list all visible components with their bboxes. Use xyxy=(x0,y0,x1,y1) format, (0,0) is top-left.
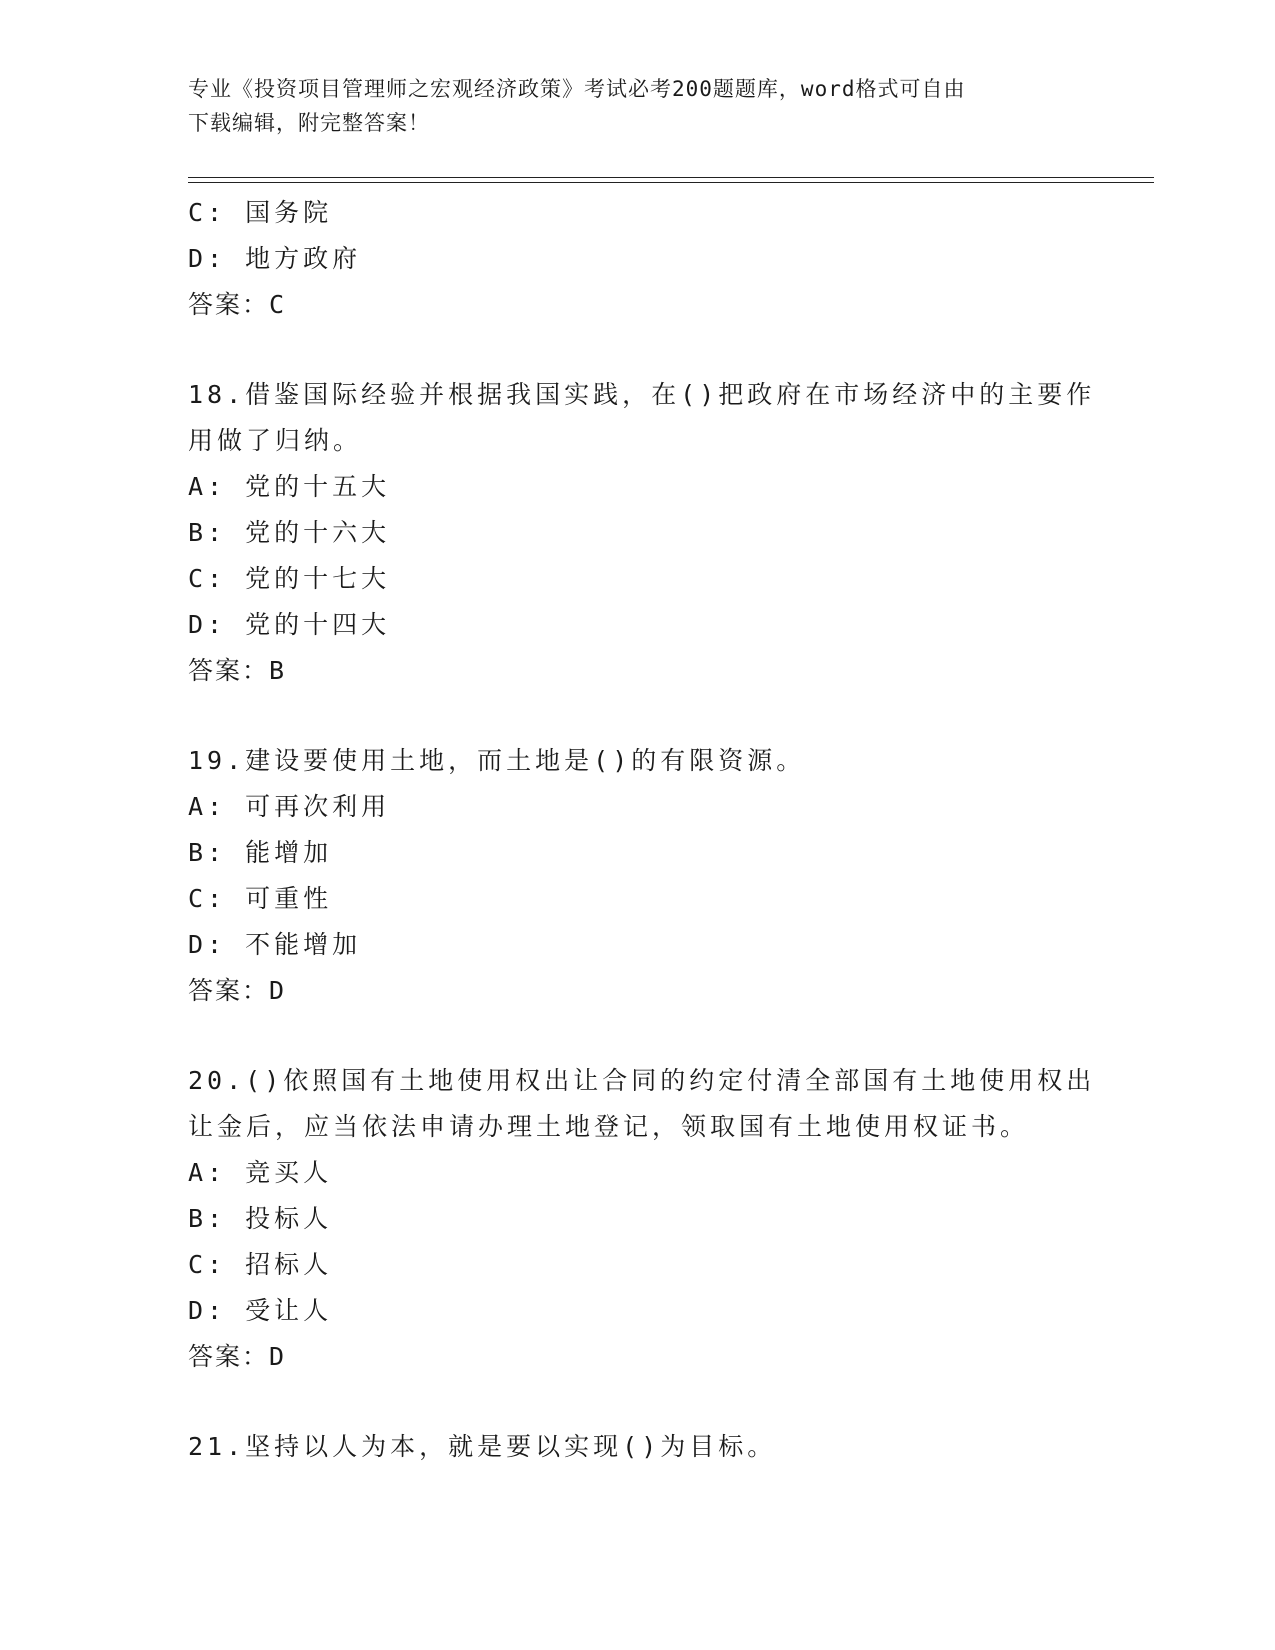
document-header xyxy=(188,72,1088,140)
question-stem: 让金后，应当依法申请办理土地登记，领取国有土地使用权证书。 xyxy=(188,1112,1030,1141)
question-content xyxy=(188,190,1096,1470)
answer-line: 答案：B xyxy=(188,656,287,685)
question-stem: 18.借鉴国际经验并根据我国实践，在()把政府在市场经济中的主要作 xyxy=(188,380,1096,409)
option-line: D: 地方政府 xyxy=(188,244,362,273)
question-18 xyxy=(188,372,1096,694)
header-rule-bottom xyxy=(188,182,1154,183)
option-line: B: 党的十六大 xyxy=(188,518,391,547)
option-line: C: 招标人 xyxy=(188,1250,333,1279)
header-line-1: 专业《投资项目管理师之宏观经济政策》考试必考200题题库，word格式可自由 xyxy=(188,77,966,101)
option-line: C: 党的十七大 xyxy=(188,564,391,593)
option-line: A: 党的十五大 xyxy=(188,472,391,501)
option-line: A: 可再次利用 xyxy=(188,792,391,821)
answer-line: 答案：D xyxy=(188,976,287,1005)
option-line: B: 能增加 xyxy=(188,838,333,867)
header-line-2: 下载编辑，附完整答案！ xyxy=(188,111,430,135)
option-line: C: 可重性 xyxy=(188,884,333,913)
question-stem: 21.坚持以人为本，就是要以实现()为目标。 xyxy=(188,1432,777,1461)
question-stem: 20.()依照国有土地使用权出让合同的约定付清全部国有土地使用权出 xyxy=(188,1066,1096,1095)
option-line: A: 竞买人 xyxy=(188,1158,333,1187)
answer-line: 答案：D xyxy=(188,1342,287,1371)
option-line: D: 受让人 xyxy=(188,1296,333,1325)
question-stem: 19.建设要使用土地，而土地是()的有限资源。 xyxy=(188,746,806,775)
option-line: D: 党的十四大 xyxy=(188,610,391,639)
question-20 xyxy=(188,1058,1096,1380)
question-stem: 用做了归纳。 xyxy=(188,426,363,455)
header-rule-top xyxy=(188,177,1154,178)
option-line: D: 不能增加 xyxy=(188,930,362,959)
option-line: B: 投标人 xyxy=(188,1204,333,1233)
answer-line: 答案：C xyxy=(188,290,287,319)
question-21 xyxy=(188,1424,1088,1470)
question-19 xyxy=(188,738,1088,1014)
option-line: C: 国务院 xyxy=(188,198,333,227)
